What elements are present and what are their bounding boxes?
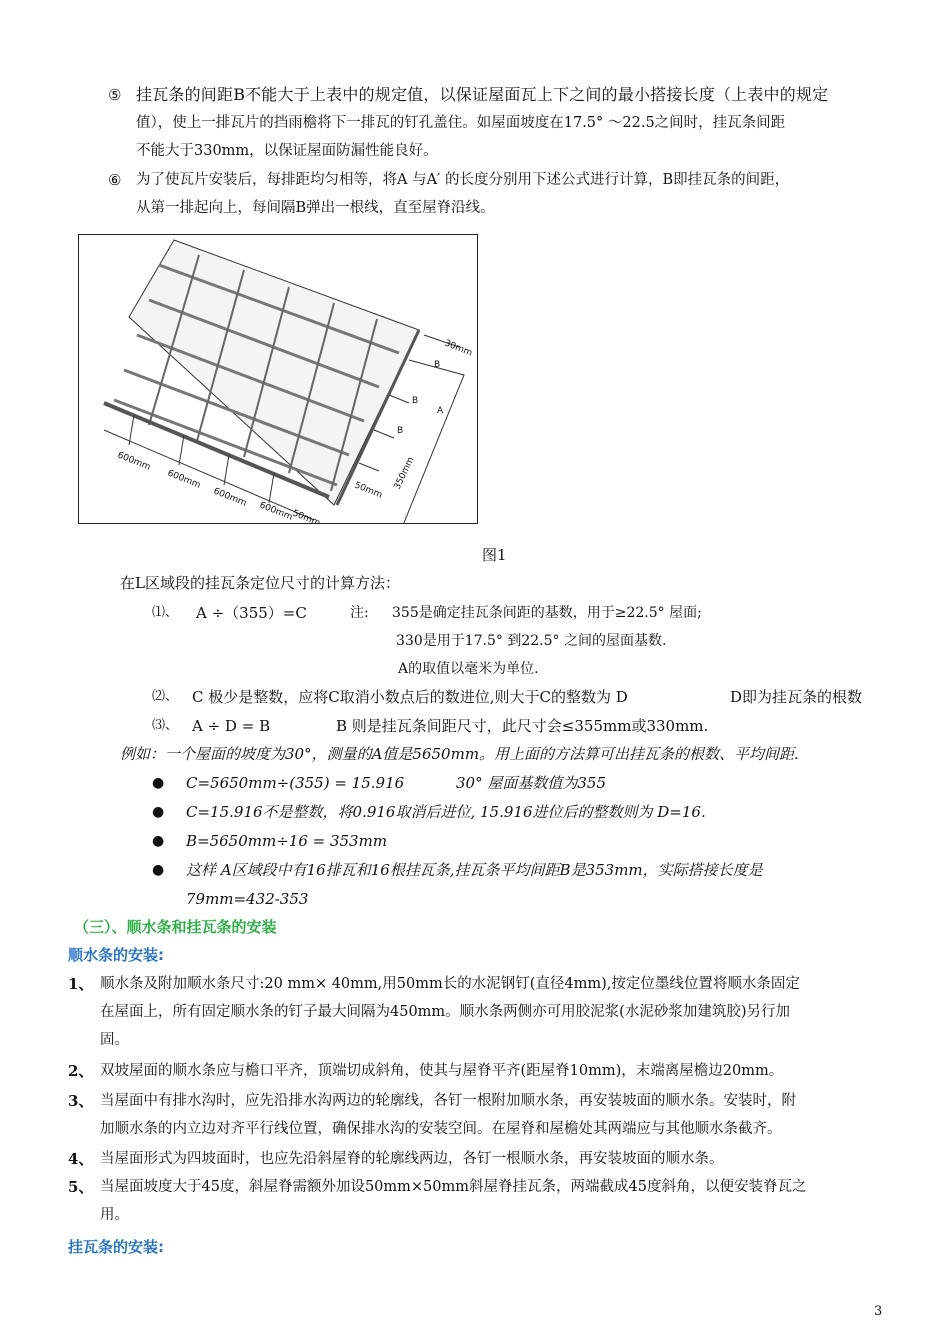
step1-note-label: 注:: [350, 605, 369, 621]
figure-caption: 图1: [482, 546, 507, 564]
step2-text: C 极少是整数，应将C取消小数点后的数进位,则大于C的整数为 D: [192, 688, 628, 706]
roof-battens-drawing: [79, 235, 477, 523]
step3-text: B 则是挂瓦条间距尺寸，此尺寸会≤355mm或330mm.: [336, 717, 709, 735]
example-bullet-4: 这样 A区域段中有16排瓦和16根挂瓦条,挂瓦条平均间距B是353mm，实际搭接长度是: [186, 861, 763, 879]
item-5-line2: 用。: [100, 1207, 129, 1223]
section3-heading: （三）、顺水条和挂瓦条的安装: [74, 918, 277, 936]
label-600-2: 600mm: [165, 468, 202, 491]
para6-marker: ⑥: [108, 171, 122, 189]
label-b1: B: [434, 360, 441, 370]
step1-note2: 330是用于17.5° 到22.5° 之间的屋面基数.: [396, 633, 667, 649]
bullet-dot: ●: [152, 804, 165, 820]
item-1-line1: 顺水条及附加顺水条尺寸:20 mm× 40mm,用50mm长的水泥钢钉(直径4mm),按定位墨线位置将顺水条固定: [100, 976, 800, 992]
item-3-num: 3、: [68, 1092, 94, 1110]
item-3-line2: 加顺水条的内立边对齐平行线位置，确保排水沟的安装空间。在屋脊和屋檐处其两端应与其他顺水条截齐。: [100, 1121, 782, 1137]
label-50-right: 50mm: [352, 480, 384, 501]
item-1-num: 1、: [68, 975, 94, 993]
label-600-3: 600mm: [211, 486, 248, 509]
bullet-dot: ●: [152, 862, 165, 878]
bullet-dot: ●: [152, 775, 165, 791]
item-3-line1: 当屋面中有排水沟时，应先沿排水沟两边的轮廓线，各钉一根附加顺水条，再安装坡面的顺水条。安装时，附: [100, 1093, 796, 1109]
item-1-line3: 固。: [100, 1032, 129, 1048]
para5-line2: 值），使上一排瓦片的挡雨檐将下一排瓦的钉孔盖住。如屋面坡度在17.5° ～22.5之间时，挂瓦条间距: [136, 115, 786, 131]
para5-line3: 不能大于330mm，以保证屋面防漏性能良好。: [136, 143, 438, 159]
item-4-line1: 当屋面形式为四坡面时，也应先沿斜屋脊的轮廓线两边，各钉一根顺水条，再安装坡面的顺水条。: [100, 1151, 724, 1167]
step1-note3: A的取值以毫米为单位.: [398, 661, 539, 677]
label-600-4: 600mm: [257, 500, 294, 523]
para6-line2: 从第一排起向上，每间隔B弹出一根线，直至屋脊沿线。: [136, 200, 495, 216]
label-50-bottom: 50mm: [290, 508, 322, 523]
para5-line1: 挂瓦条的间距B不能大于上表中的规定值，以保证屋面瓦上下之间的最小搭接长度（上表中的规定: [136, 85, 829, 104]
figure-roof-diagram: [78, 234, 478, 524]
example-bullet-2: C=15.916不是整数，将0.916取消后进位, 15.916进位后的整数则为 D=16.: [186, 803, 706, 821]
label-600-1: 600mm: [115, 450, 152, 473]
step3-label: ⑶、: [152, 718, 179, 733]
section3-sub2: 挂瓦条的安装:: [68, 1238, 164, 1256]
label-a: A: [437, 406, 444, 416]
step1-label: ⑴、: [152, 605, 179, 620]
example-bullet-1: C=5650mm÷(355) = 15.916: [186, 774, 405, 792]
bullet-dot: ●: [152, 833, 165, 849]
section3-sub1: 顺水条的安装:: [68, 946, 164, 964]
label-b3: B: [397, 426, 404, 436]
example-intro: 例如：一个屋面的坡度为30°，测量的A值是5650mm。用上面的方法算可出挂瓦条的根数、平均间距.: [120, 745, 799, 763]
step2-label: ⑵、: [152, 689, 179, 704]
label-30: 30mm: [442, 338, 474, 359]
item-4-num: 4、: [68, 1150, 94, 1168]
label-350: 350mm: [392, 455, 417, 492]
item-1-line2: 在屋面上，所有固定顺水条的钉子最大间隔为450mm。顺水条两侧亦可用胶泥浆(水泥砂浆加建筑胶)另行加: [100, 1004, 790, 1020]
para6-line1: 为了使瓦片安装后，每排距均匀相等，将A 与A′ 的长度分别用下述公式进行计算，B即挂瓦条的间距，: [136, 172, 790, 188]
roof-surface: [129, 240, 419, 505]
item-2-num: 2、: [68, 1062, 94, 1080]
para5-marker: ⑤: [108, 86, 122, 104]
calc-intro: 在L区域段的挂瓦条定位尺寸的计算方法：: [120, 574, 400, 592]
step1-note1: 355是确定挂瓦条间距的基数，用于≥22.5° 屋面;: [392, 605, 702, 621]
item-5-num: 5、: [68, 1178, 94, 1196]
dim-line-a: [399, 360, 464, 523]
example-bullet-1-extra: 30° 屋面基数值为355: [456, 774, 606, 792]
step1-formula: A ÷（355）=C: [196, 604, 307, 622]
item-2-line1: 双坡屋面的顺水条应与檐口平齐，顶端切成斜角，使其与屋脊平齐(距屋脊10mm)，末端离屋檐边20mm。: [100, 1063, 784, 1079]
step3-formula: A ÷ D = B: [192, 717, 271, 735]
label-b2: B: [412, 396, 419, 406]
page-number: 3: [874, 1304, 883, 1319]
step2-tail: D即为挂瓦条的根数: [730, 688, 863, 706]
item-5-line1: 当屋面坡度大于45度，斜屋脊需额外加设50mm×50mm斜屋脊挂瓦条，两端截成45度斜角，以便安装脊瓦之: [100, 1179, 807, 1195]
example-bullet-4-cont: 79mm=432-353: [186, 890, 309, 908]
example-bullet-3: B=5650mm÷16 = 353mm: [186, 832, 388, 850]
